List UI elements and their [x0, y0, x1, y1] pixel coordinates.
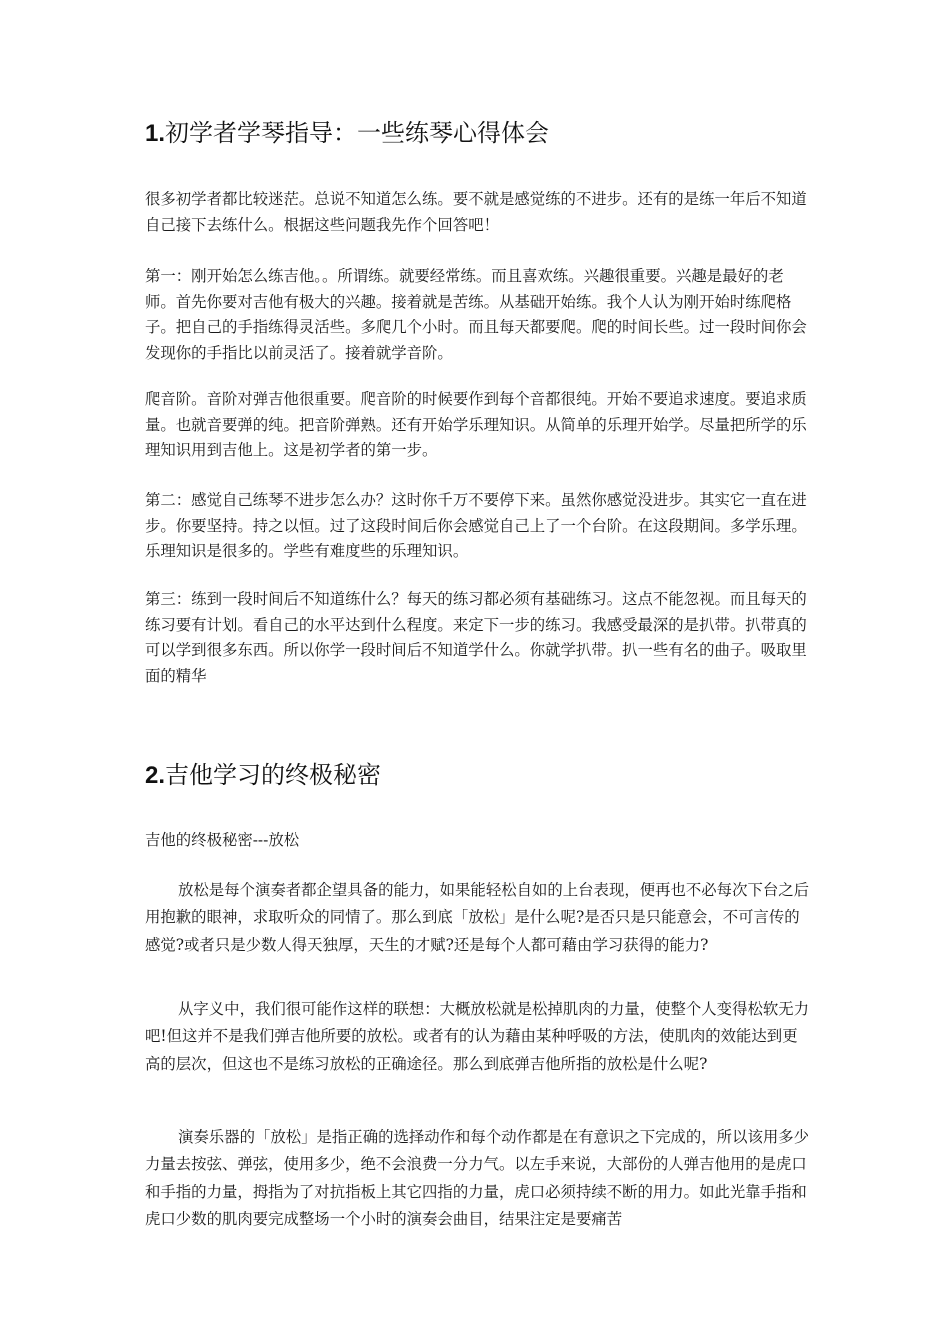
- section-1-paragraph-4: 第二：感觉自己练琴不进步怎么办？这时你千万不要停下来。虽然你感觉没进步。其实它一直在进步。你要坚持。持之以恒。过了这段时间后你会感觉自己上了一个台阶。在这段期间。多学乐理。乐理知识是很多的。学些有难度些的乐理知识。: [145, 491, 807, 560]
- section-2-paragraph-2: 从字义中，我们很可能作这样的联想：大概放松就是松掉肌肉的力量，使整个人变得松软无力吧!但这并不是我们弹吉他所要的放松。或者有的认为藉由某种呼吸的方法，使肌肉的效能达到更高的层次，但这也不是练习放松的正确途径。那么到底弹吉他所指的放松是什么呢?: [145, 1000, 810, 1073]
- section-2-title: 吉他学习的终极秘密: [165, 761, 382, 789]
- section-1-paragraph-2: 第一：刚开始怎么练吉他。。所谓练。就要经常练。而且喜欢练。兴趣很重要。兴趣是最好的老师。首先你要对吉他有极大的兴趣。接着就是苦练。从基础开始练。我个人认为刚开始时练爬格子。把自己的手指练得灵活些。多爬几个小时。而且每天都要爬。爬的时间长些。过一段时间你会发现你的手指比以前灵活了。接着就学音阶。: [145, 267, 807, 362]
- section-1-paragraph-1: 很多初学者都比较迷茫。总说不知道怎么练。要不就是感觉练的不进步。还有的是练一年后不知道自己接下去练什么。根据这些问题我先作个回答吧！: [145, 190, 807, 234]
- section-1-number: 1.: [145, 120, 166, 147]
- section-2-paragraph-1: 放松是每个演奏者都企望具备的能力，如果能轻松自如的上台表现，便再也不必每次下台之后用抱歉的眼神，求取听众的同情了。那么到底「放松」是什么呢?是否只是只能意会，不可言传的感觉?或者只是少数人得天独厚，天生的才赋?还是每个人都可藉由学习获得的能力?: [145, 881, 810, 954]
- section-1-title: 初学者学琴指导：一些练琴心得体会: [165, 119, 550, 147]
- section-1-heading: [145, 116, 549, 151]
- section-2-heading: [145, 758, 381, 793]
- section-2-number: 2.: [145, 762, 166, 789]
- section-1-paragraph-3: 爬音阶。音阶对弹吉他很重要。爬音阶的时候要作到每个音都很纯。开始不要追求速度。要追求质量。也就音要弹的纯。把音阶弹熟。还有开始学乐理知识。从简单的乐理开始学。尽量把所学的乐理知识用到吉他上。这是初学者的第一步。: [145, 390, 807, 459]
- section-2-paragraph-3: 演奏乐器的「放松」是指正确的选择动作和每个动作都是在有意识之下完成的，所以该用多少力量去按弦、弹弦，使用多少，绝不会浪费一分力气。以左手来说，大部份的人弹吉他用的是虎口和手指的力量，拇指为了对抗指板上其它四指的力量，虎口必须持续不断的用力。如此光靠手指和虎口少数的肌肉要完成整场一个小时的演奏会曲目，结果注定是要痛苦: [145, 1128, 810, 1228]
- section-2-subtitle: 吉他的终极秘密---放松: [145, 831, 300, 849]
- section-1-paragraph-5: 第三：练到一段时间后不知道练什么？每天的练习都必须有基础练习。这点不能忽视。而且每天的练习要有计划。看自己的水平达到什么程度。来定下一步的练习。我感受最深的是扒带。扒带真的可以学到很多东西。所以你学一段时间后不知道学什么。你就学扒带。扒一些有名的曲子。吸取里面的精华: [145, 590, 807, 685]
